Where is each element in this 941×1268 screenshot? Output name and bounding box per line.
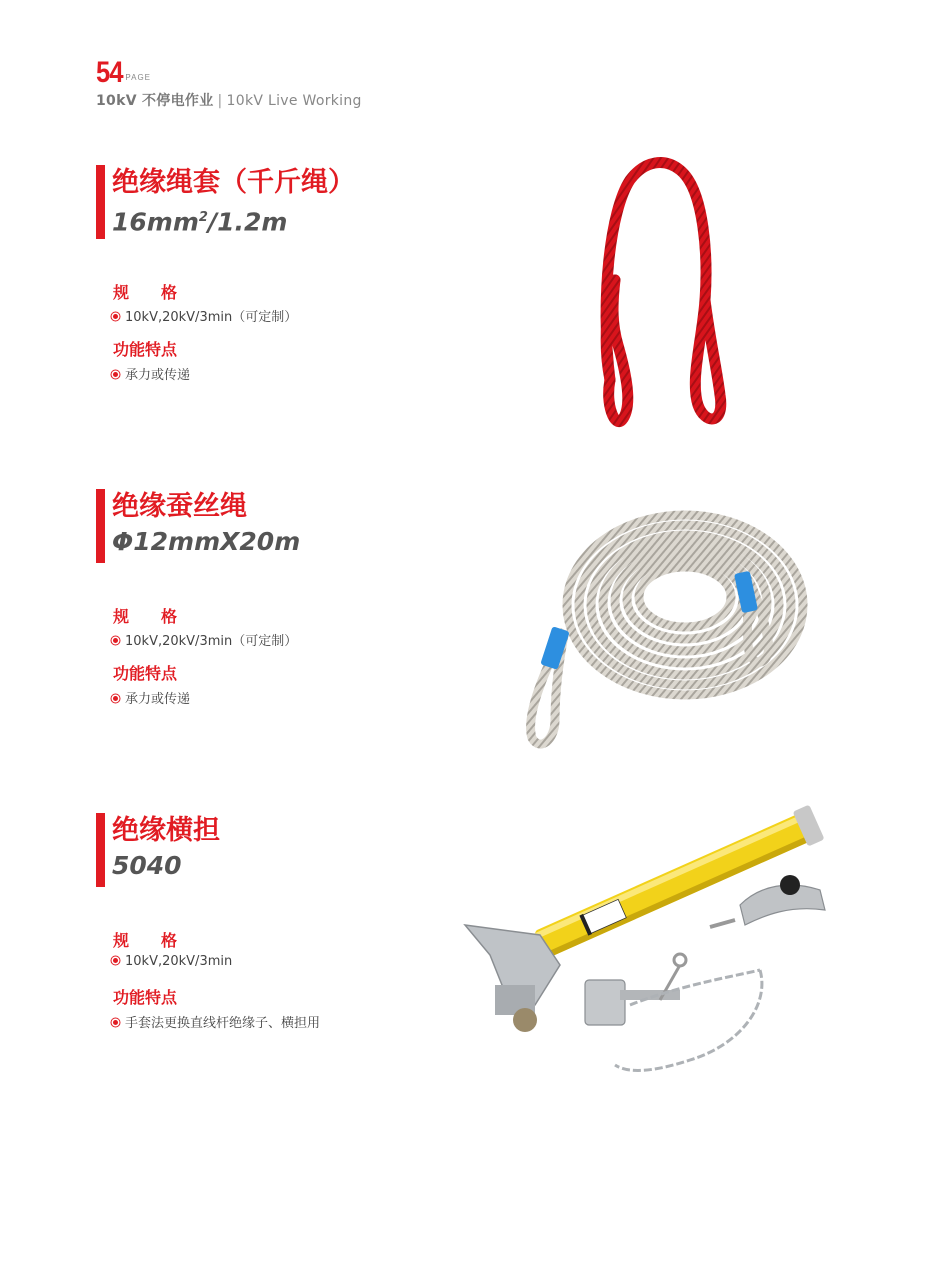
subtitle-en: 10kV Live Working xyxy=(226,93,362,109)
accent-bar xyxy=(96,489,105,563)
page-number: 54 xyxy=(96,56,123,89)
insulating-crossarm-image xyxy=(460,805,850,1095)
page-word: PAGE xyxy=(125,73,152,82)
spec-label: 规 格 xyxy=(113,931,178,950)
feature-label: 功能特点 xyxy=(113,988,178,1007)
spec-item: 10kV,20kV/3min xyxy=(113,954,232,969)
product-model: Φ12mmX20m xyxy=(112,527,301,556)
silk-rope-coil-image xyxy=(510,500,810,760)
product-model: $16mm^2/1.2m$ xyxy=(112,207,288,237)
header-subtitle xyxy=(96,90,362,110)
feature-label: 功能特点 xyxy=(113,340,178,359)
subtitle-cn: 10kV 不停电作业 xyxy=(96,93,214,109)
spec-label: 规 格 xyxy=(113,607,178,626)
product-title: 绝缘蚕丝绳 xyxy=(112,491,247,522)
product-title: 绝缘绳套（千斤绳） xyxy=(112,167,355,198)
bullet-icon xyxy=(113,1020,118,1025)
feature-item: 承力或传递 xyxy=(113,688,190,707)
feature-item: 手套法更换直线杆绝缘子、横担用 xyxy=(113,1012,320,1031)
product-model: 5040 xyxy=(112,851,182,880)
accent-bar xyxy=(96,813,105,887)
page-header xyxy=(96,56,362,110)
bullet-icon xyxy=(113,314,118,319)
feature-label: 功能特点 xyxy=(113,664,178,683)
product-title: 绝缘横担 xyxy=(112,815,220,846)
spec-item: 10kV,20kV/3min（可定制） xyxy=(113,630,297,649)
spec-item: 10kV,20kV/3min（可定制） xyxy=(113,306,297,325)
feature-item: 承力或传递 xyxy=(113,364,190,383)
bullet-icon xyxy=(113,638,118,643)
spec-label: 规 格 xyxy=(113,283,178,302)
bullet-icon xyxy=(113,372,118,377)
bullet-icon xyxy=(113,696,118,701)
bullet-icon xyxy=(113,958,118,963)
subtitle-separator: | xyxy=(217,93,223,109)
red-rope-sling-image xyxy=(570,150,770,440)
accent-bar xyxy=(96,165,105,239)
